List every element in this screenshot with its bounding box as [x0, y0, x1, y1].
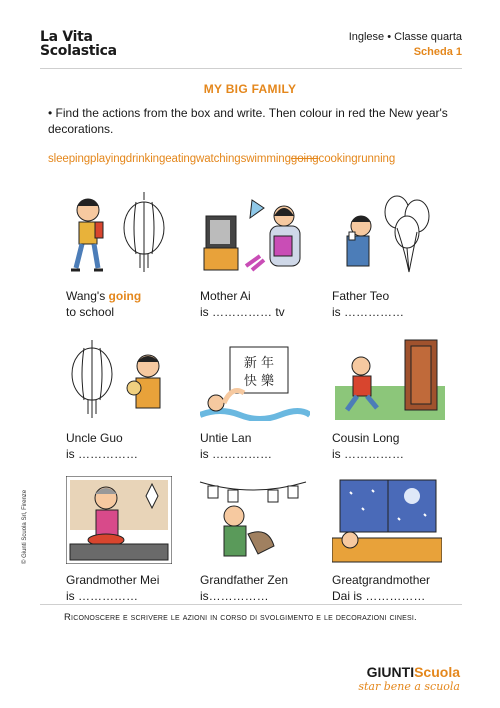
- cell-answer: going: [108, 289, 142, 303]
- header-info: [349, 30, 462, 60]
- cell-line2: is ……………: [66, 589, 138, 603]
- page-title: MY BIG FAMILY: [203, 82, 297, 96]
- lantern-and-uncle-eating-illustration: [62, 338, 172, 422]
- cell-grandmother-mei: [66, 572, 159, 604]
- header-divider: [40, 68, 462, 69]
- cell-name: Mother Ai: [200, 289, 251, 303]
- cell-father-teo: [332, 288, 404, 320]
- cell-line2: is ……………: [66, 447, 138, 461]
- publisher-brand-a: GIUNTI: [366, 664, 415, 680]
- mother-watching-tv-illustration: [200, 196, 310, 280]
- cell-line2: is ……………: [332, 305, 404, 319]
- sign-line-1: 新 年: [243, 356, 275, 371]
- logo-line-1: La Vita: [40, 29, 93, 45]
- cell-untie-lan: [200, 430, 272, 462]
- cell-grandfather-zen: [200, 572, 288, 604]
- grandfather-playing-illustration: [198, 476, 308, 564]
- great-grandmother-sleeping-illustration: [332, 478, 442, 564]
- cell-name: Uncle Guo: [66, 431, 123, 445]
- sign-line-2: 快 樂: [243, 374, 275, 389]
- cell-uncle-guo: [66, 430, 138, 462]
- instruction-text: • Find the actions from the box and write. Then colour in red the New year's decorations.: [48, 106, 448, 136]
- word-box-struck: going: [290, 153, 319, 165]
- father-drinking-and-balloons-illustration: [335, 192, 435, 280]
- cell-name: Grandmother Mei: [66, 573, 160, 587]
- magazine-logo: [40, 30, 117, 58]
- cell-name: Wang's: [66, 289, 106, 303]
- cell-line2: is …………… tv: [200, 305, 285, 319]
- word-box-before: sleepingplayingdrinkingeatingwatchingswimming: [48, 153, 291, 165]
- cell-cousin-long: [332, 430, 404, 462]
- grandmother-cooking-illustration: [66, 476, 172, 564]
- publisher-logo: [358, 664, 460, 693]
- sheet-label: Scheda 1: [413, 46, 462, 58]
- publisher-slogan: star bene a scuola: [358, 680, 460, 693]
- boy-walking-and-lantern-illustration: [62, 188, 172, 280]
- cell-name: Father Teo: [332, 289, 390, 303]
- cell-line2: is ……………: [332, 447, 404, 461]
- cell-name: Untie Lan: [200, 431, 252, 445]
- cell-line2: is ……………: [200, 447, 272, 461]
- cell-greatgrandmother-dai: [332, 572, 430, 604]
- auntie-swimming-and-sign-illustration: [200, 345, 310, 421]
- cell-line2: is……………: [200, 589, 269, 603]
- cell-name: Grandfather Zen: [200, 573, 289, 587]
- subject-label: Inglese • Classe quarta: [348, 31, 462, 43]
- copyright-notice: © Giunti Scuola Srl, Firenze: [22, 489, 28, 564]
- cell-name: Cousin Long: [332, 431, 400, 445]
- cell-line2: Dai is ……………: [332, 589, 426, 603]
- logo-line-2: Scolastica: [40, 43, 117, 59]
- publisher-brand-b: Scuola: [414, 664, 460, 680]
- cell-name: Greatgrandmother: [332, 573, 431, 587]
- cell-mother-ai: [200, 288, 285, 320]
- word-box-after: cookingrunning: [318, 153, 396, 165]
- word-box: [48, 153, 395, 165]
- cousin-running-illustration: [335, 336, 445, 422]
- footer-note: Riconoscere e scrivere le azioni in corso di svolgimento e le decorazioni cinesi.: [64, 612, 417, 623]
- footer-divider: [40, 604, 462, 605]
- cell-wang: [66, 288, 141, 320]
- cell-line2: to school: [66, 305, 115, 319]
